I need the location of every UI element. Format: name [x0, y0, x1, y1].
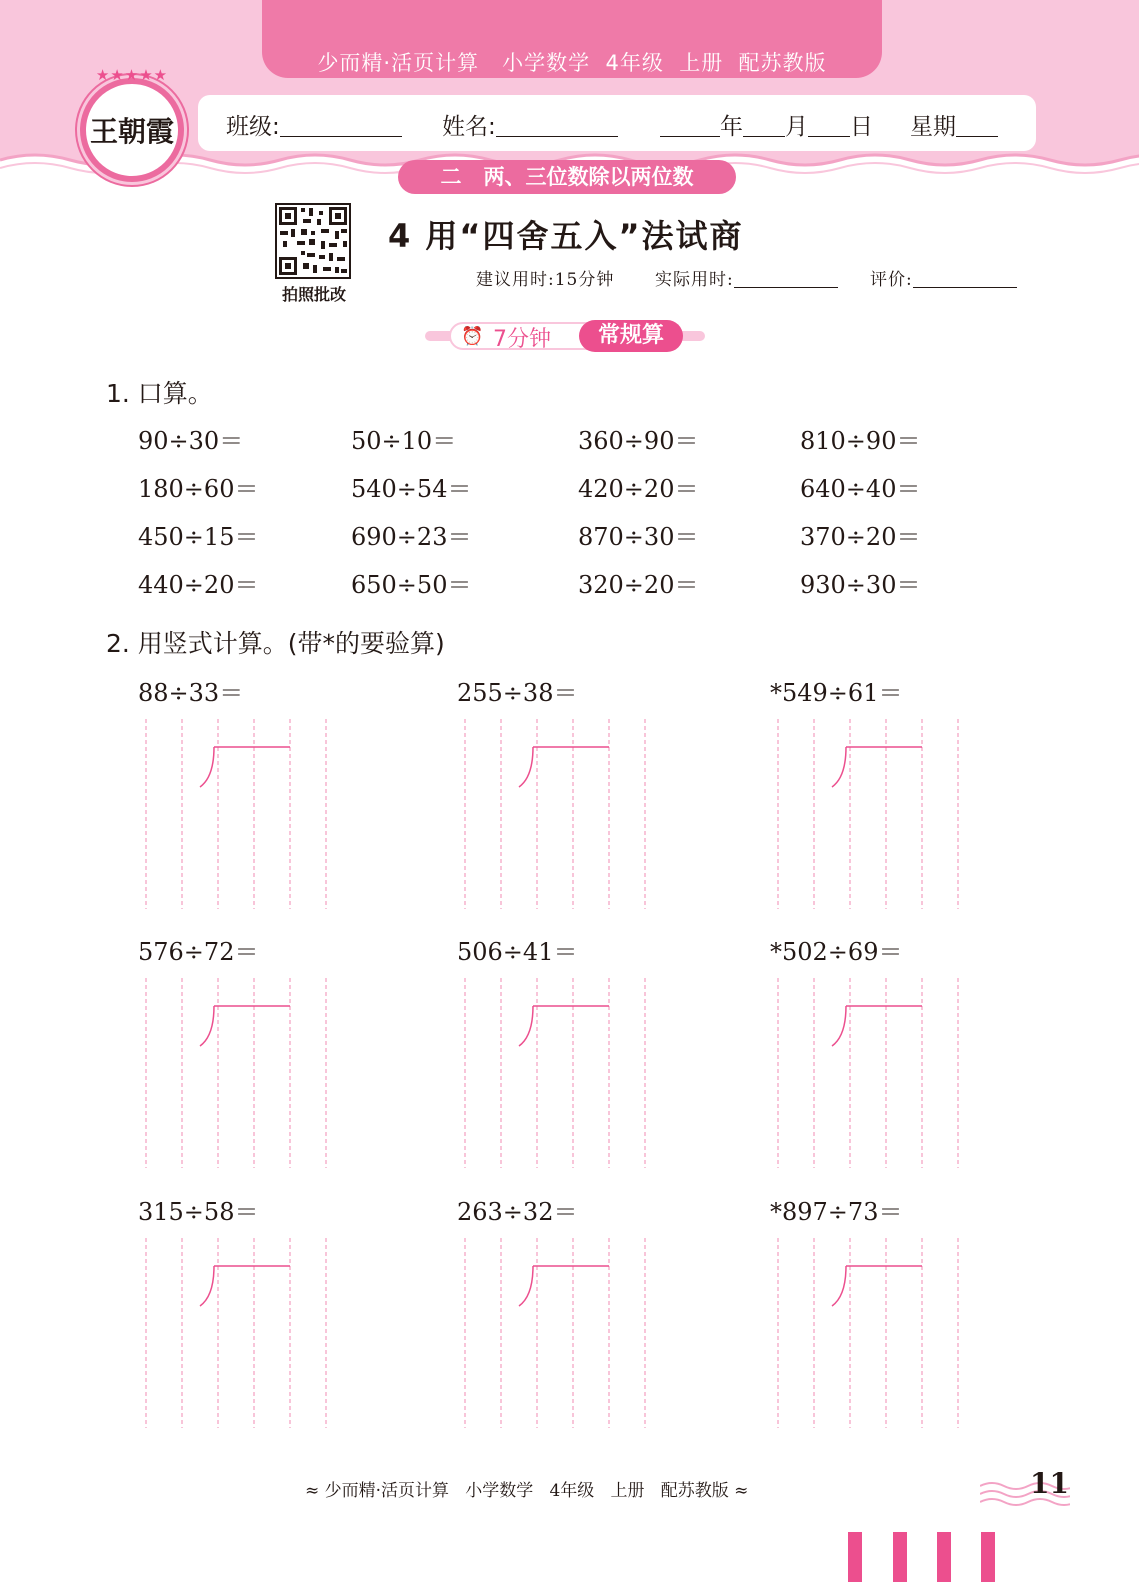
mental-math-equation: 320÷20＝	[578, 571, 699, 599]
stars-icon: ★★★★★	[95, 66, 169, 84]
actual-time-field[interactable]	[655, 265, 838, 290]
year-label: 年	[720, 114, 743, 140]
student-info-box	[198, 95, 1036, 151]
mental-math-equation: 640÷40＝	[800, 475, 921, 503]
work-grid[interactable]	[142, 1238, 332, 1428]
division-problem: 88÷33＝	[138, 679, 244, 707]
mental-math-equation: 180÷60＝	[138, 475, 259, 503]
timer-time: 7分钟	[493, 327, 551, 352]
mental-math-equation: 360÷90＝	[578, 427, 699, 455]
lesson-title: 4 用“四舍五入”法试商	[388, 217, 744, 255]
timer-tag: 常规算	[579, 320, 683, 352]
footer-text: ≈ 少而精·活页计算 小学数学 4年级 上册 配苏教版 ≈	[305, 1481, 749, 1501]
division-problem: 255÷38＝	[457, 679, 578, 707]
class-label: 班级:	[226, 114, 280, 140]
division-problem: 506÷41＝	[457, 938, 578, 966]
q1-title: 1. 口算。	[106, 379, 213, 408]
mental-math-equation: 870÷30＝	[578, 523, 699, 551]
mental-math-equation: 450÷15＝	[138, 523, 259, 551]
timer-banner	[425, 322, 705, 350]
mental-math-equation: 50÷10＝	[351, 427, 457, 455]
suggested-time: 建议用时:15分钟	[476, 270, 615, 290]
division-problem: 576÷72＝	[138, 938, 259, 966]
qr-code-icon[interactable]	[275, 203, 351, 279]
mental-math-equation: 930÷30＝	[800, 571, 921, 599]
weekday-label: 星期	[910, 114, 956, 140]
mental-math-equation: 90÷30＝	[138, 427, 244, 455]
rating-label: 评价:	[870, 270, 913, 290]
work-grid[interactable]	[461, 719, 651, 909]
brand-logo	[80, 66, 184, 182]
name-label: 姓名:	[442, 114, 496, 140]
work-grid[interactable]	[774, 719, 964, 909]
division-problem: 263÷32＝	[457, 1198, 578, 1226]
qr-label: 拍照批改	[281, 285, 346, 304]
name-field[interactable]	[442, 108, 618, 141]
work-grid[interactable]	[142, 719, 332, 909]
logo-text: 王朝霞	[89, 115, 174, 148]
mental-math-equation: 690÷23＝	[351, 523, 472, 551]
mental-math-equation: 540÷54＝	[351, 475, 472, 503]
division-problem: 315÷58＝	[138, 1198, 259, 1226]
clock-icon: ⏰	[461, 326, 484, 347]
mental-math-equation: 650÷50＝	[351, 571, 472, 599]
date-field[interactable]	[660, 108, 873, 141]
day-label: 日	[850, 114, 873, 140]
class-field[interactable]	[226, 108, 402, 141]
work-grid[interactable]	[774, 1238, 964, 1428]
mental-math-equation: 440÷20＝	[138, 571, 259, 599]
division-problem: *502÷69＝	[770, 938, 903, 966]
month-label: 月	[785, 114, 808, 140]
rating-field[interactable]	[870, 265, 1017, 290]
mental-math-equation: 420÷20＝	[578, 475, 699, 503]
mental-math-equation: 810÷90＝	[800, 427, 921, 455]
mental-math-equation: 370÷20＝	[800, 523, 921, 551]
weekday-field[interactable]	[910, 108, 998, 141]
actual-time-label: 实际用时:	[655, 270, 734, 290]
chapter-banner: 二 两、三位数除以两位数	[398, 160, 736, 194]
series-title-tab	[262, 0, 882, 78]
division-problem: *549÷61＝	[770, 679, 903, 707]
work-grid[interactable]	[461, 978, 651, 1168]
q2-title: 2. 用竖式计算。(带*的要验算)	[106, 629, 445, 658]
work-grid[interactable]	[774, 978, 964, 1168]
series-title: 少而精·活页计算 小学数学 4年级 上册 配苏教版	[317, 51, 827, 75]
work-grid[interactable]	[461, 1238, 651, 1428]
page-number: 11	[1030, 1467, 1069, 1500]
work-grid[interactable]	[142, 978, 332, 1168]
division-problem: *897÷73＝	[770, 1198, 903, 1226]
